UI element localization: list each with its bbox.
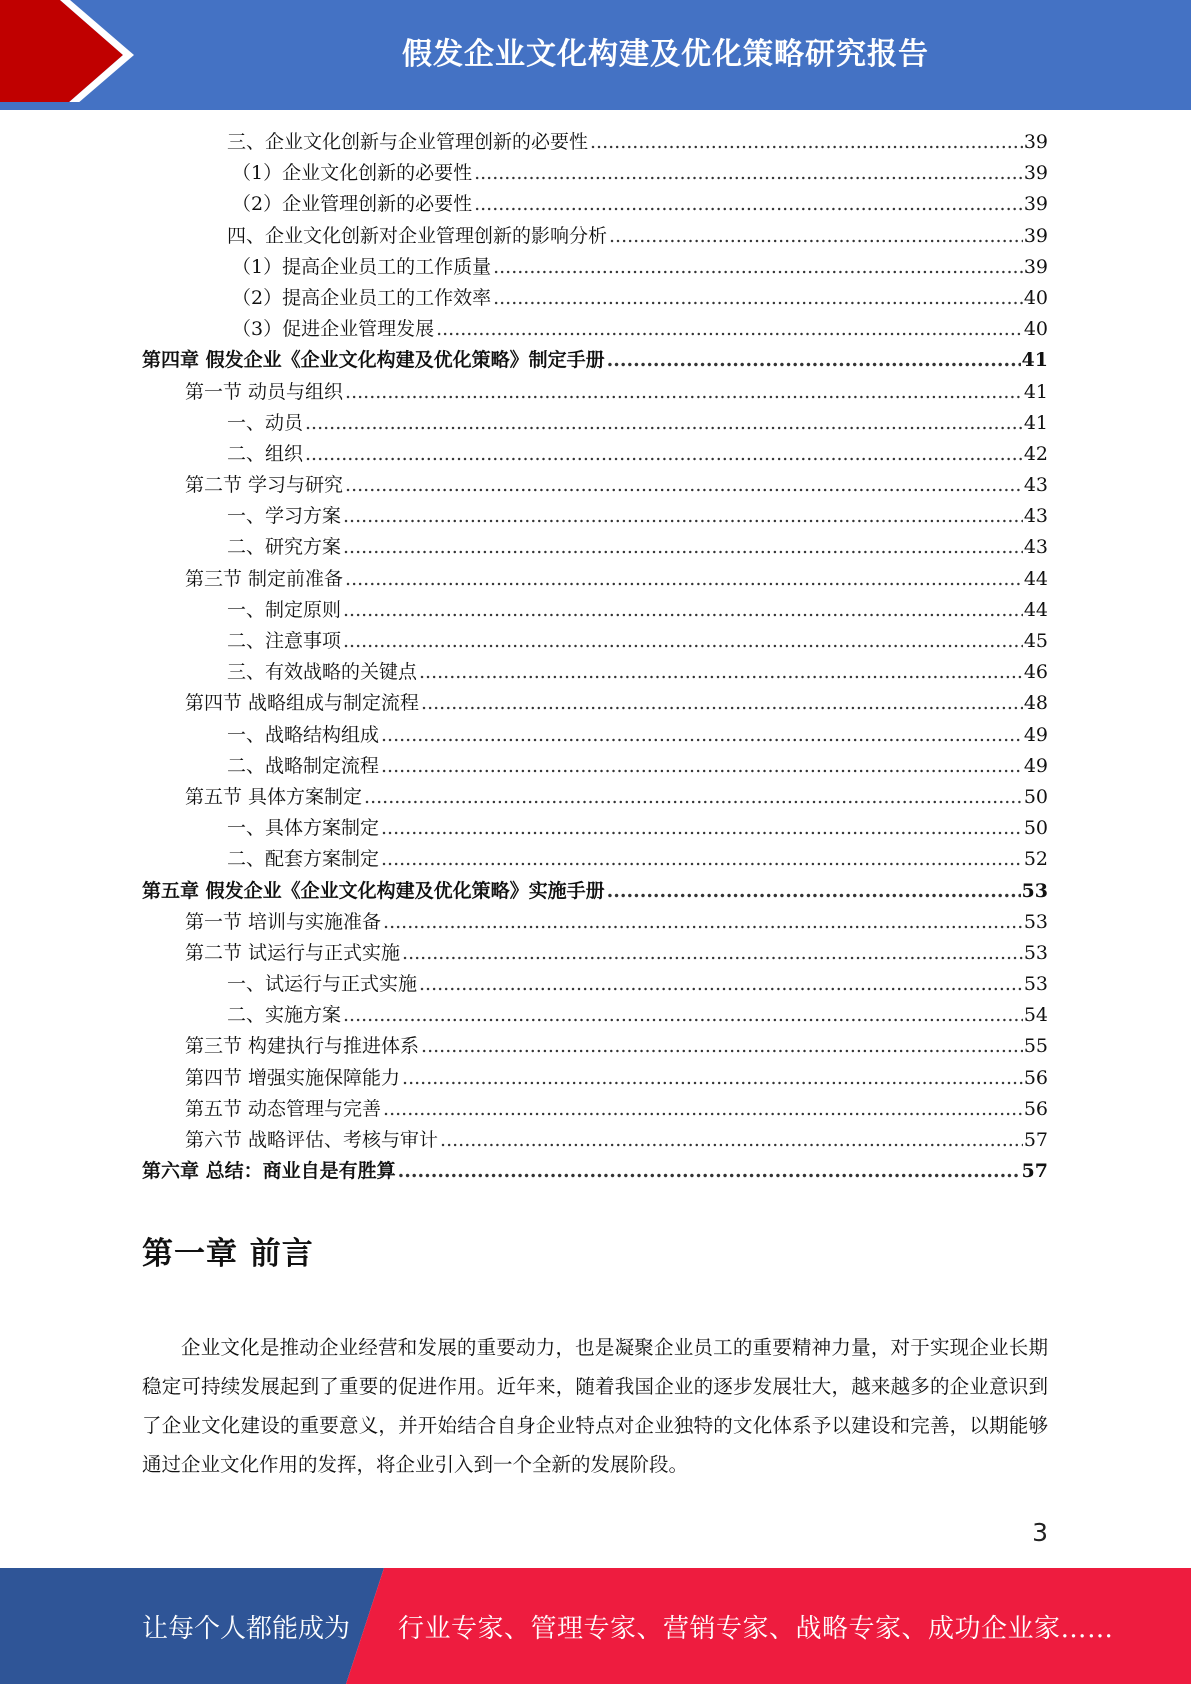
toc-entry-page: 50	[1023, 817, 1048, 840]
toc-entry-page: 44	[1023, 598, 1048, 621]
toc-entry-page: 53	[1023, 973, 1048, 996]
toc-entry-page: 57	[1021, 1160, 1048, 1183]
toc-entry-label: 一、动员	[227, 411, 304, 434]
toc-section-entry[interactable]	[142, 688, 1048, 719]
toc-entry-label: 一、学习方案	[227, 505, 342, 528]
toc-entry-page: 53	[1023, 941, 1048, 964]
toc-dot-leader	[398, 1156, 1021, 1187]
toc-subsection-entry[interactable]	[142, 813, 1048, 844]
toc-dot-leader	[345, 377, 1023, 408]
page-footer	[0, 1568, 1191, 1684]
page-number: 3	[1032, 1518, 1048, 1547]
toc-entry-page: 57	[1023, 1129, 1048, 1151]
toc-entry-label: （2）企业管理创新的必要性	[232, 193, 473, 216]
toc-chapter-entry[interactable]	[142, 1156, 1048, 1187]
toc-entry-label: 一、试运行与正式实施	[227, 973, 418, 996]
toc-entry-label: 第四章 假发企业《企业文化构建及优化策略》制定手册	[142, 349, 605, 372]
toc-entry-page: 43	[1023, 474, 1048, 497]
toc-section-entry[interactable]	[142, 938, 1048, 969]
toc-dot-leader	[381, 813, 1023, 844]
intro-paragraph: 企业文化是推动企业经营和发展的重要动力，也是凝聚企业员工的重要精神力量，对于实现企业长期稳定可持续发展起到了重要的促进作用。近年来，随着我国企业的逐步发展壮大，越来越多的企业意识到了企业文化建设的重要意义，并开始结合自身企业特点对企业独特的文化体系予以建设和完善，以期能够通过企业文化作用的发挥，将企业引入到一个全新的发展阶段。	[142, 1336, 1048, 1476]
toc-section-entry[interactable]	[142, 1031, 1048, 1062]
toc-dot-leader	[607, 876, 1021, 907]
toc-entry-label: 二、战略制定流程	[227, 754, 380, 777]
toc-dot-leader	[419, 969, 1023, 1000]
toc-entry-label: 一、具体方案制定	[227, 817, 380, 840]
toc-subsection-entry[interactable]	[142, 283, 1048, 314]
toc-entry-page: 52	[1023, 848, 1048, 871]
toc-dot-leader	[381, 720, 1023, 751]
toc-subsection-entry[interactable]	[142, 532, 1048, 563]
toc-entry-label: 三、企业文化创新与企业管理创新的必要性	[227, 131, 589, 153]
toc-dot-leader	[493, 252, 1023, 283]
footer-slogan-left: 让每个人都能成为	[142, 1613, 351, 1644]
toc-subsection-entry[interactable]	[142, 189, 1048, 220]
toc-dot-leader	[436, 314, 1023, 345]
table-of-contents	[142, 127, 1048, 1187]
toc-entry-label: 第一节 动员与组织	[185, 380, 344, 403]
toc-subsection-entry[interactable]	[142, 221, 1048, 252]
toc-dot-leader	[381, 751, 1023, 782]
toc-entry-label: 第三节 构建执行与推进体系	[185, 1035, 420, 1058]
toc-subsection-entry[interactable]	[142, 501, 1048, 532]
toc-dot-leader	[607, 345, 1021, 376]
toc-dot-leader	[345, 564, 1023, 595]
toc-dot-leader	[609, 221, 1023, 252]
toc-entry-label: 四、企业文化创新对企业管理创新的影响分析	[227, 224, 608, 247]
toc-entry-label: 二、研究方案	[227, 536, 342, 559]
toc-dot-leader	[381, 844, 1023, 875]
toc-entry-label: 第五章 假发企业《企业文化构建及优化策略》实施手册	[142, 879, 605, 902]
toc-entry-label: 第四节 战略组成与制定流程	[185, 692, 420, 715]
toc-entry-label: 第三节 制定前准备	[185, 567, 344, 590]
toc-entry-label: 二、注意事项	[227, 630, 342, 652]
toc-entry-page: 42	[1023, 442, 1048, 465]
toc-entry-page: 53	[1023, 910, 1048, 933]
toc-section-entry[interactable]	[142, 1063, 1048, 1094]
toc-entry-label: 二、组织	[227, 442, 304, 465]
toc-entry-label: （1）提高企业员工的工作质量	[232, 255, 492, 278]
toc-entry-page: 44	[1023, 567, 1048, 590]
toc-entry-label: 二、实施方案	[227, 1004, 342, 1027]
footer-slogan-right: 行业专家、管理专家、营销专家、战略专家、成功企业家……	[398, 1613, 1114, 1644]
toc-dot-leader	[402, 1063, 1023, 1094]
toc-subsection-entry[interactable]	[142, 595, 1048, 626]
toc-section-entry[interactable]	[142, 782, 1048, 813]
toc-subsection-entry[interactable]	[142, 408, 1048, 439]
toc-entry-page: 53	[1021, 879, 1048, 902]
toc-entry-label: 第六节 战略评估、考核与审计	[185, 1129, 439, 1151]
toc-subsection-entry[interactable]	[142, 127, 1048, 158]
toc-dot-leader	[343, 532, 1023, 563]
toc-entry-label: 一、战略结构组成	[227, 723, 380, 746]
toc-entry-page: 43	[1023, 536, 1048, 559]
toc-section-entry[interactable]	[142, 1094, 1048, 1125]
toc-entry-label: 第二节 学习与研究	[185, 474, 344, 497]
toc-dot-leader	[493, 283, 1023, 314]
toc-entry-page: 39	[1023, 224, 1048, 247]
toc-subsection-entry[interactable]	[142, 751, 1048, 782]
toc-entry-page: 55	[1023, 1035, 1048, 1058]
toc-entry-page: 39	[1023, 131, 1048, 153]
toc-dot-leader	[383, 1094, 1023, 1125]
toc-chapter-entry[interactable]	[142, 876, 1048, 907]
toc-dot-leader	[364, 782, 1023, 813]
toc-entry-label: 二、配套方案制定	[227, 848, 380, 871]
toc-entry-page: 40	[1023, 286, 1048, 309]
toc-entry-page: 41	[1021, 349, 1048, 372]
toc-entry-label: 第六章 总结：商业自是有胜算	[142, 1160, 396, 1183]
toc-section-entry[interactable]	[142, 907, 1048, 938]
toc-entry-label: （3）促进企业管理发展	[232, 318, 435, 341]
toc-dot-leader	[421, 1031, 1023, 1062]
toc-dot-leader	[305, 408, 1023, 439]
toc-dot-leader	[402, 938, 1023, 969]
toc-section-entry[interactable]	[142, 564, 1048, 595]
toc-entry-page: 45	[1023, 630, 1048, 652]
toc-entry-page: 49	[1023, 754, 1048, 777]
toc-dot-leader	[305, 439, 1023, 470]
toc-subsection-entry[interactable]	[142, 657, 1048, 688]
toc-dot-leader	[419, 657, 1023, 688]
toc-entry-page: 48	[1023, 692, 1048, 715]
toc-entry-page: 56	[1023, 1097, 1048, 1120]
toc-entry-page: 56	[1023, 1066, 1048, 1089]
toc-section-entry[interactable]	[142, 470, 1048, 501]
toc-entry-page: 40	[1023, 318, 1048, 341]
page-header	[0, 0, 1191, 110]
toc-entry-label: 第二节 试运行与正式实施	[185, 941, 401, 964]
toc-section-entry[interactable]	[142, 377, 1048, 408]
toc-chapter-entry[interactable]	[142, 345, 1048, 376]
toc-subsection-entry[interactable]	[142, 158, 1048, 189]
chapter-heading: 第一章 前言	[142, 1236, 314, 1272]
toc-dot-leader	[421, 688, 1023, 719]
toc-dot-leader	[440, 1125, 1023, 1156]
toc-entry-label: （1）企业文化创新的必要性	[232, 162, 473, 185]
toc-entry-page: 39	[1023, 193, 1048, 216]
toc-entry-page: 46	[1023, 661, 1048, 684]
toc-dot-leader	[474, 158, 1023, 189]
toc-subsection-entry[interactable]	[142, 844, 1048, 875]
toc-subsection-entry[interactable]	[142, 626, 1048, 657]
toc-entry-label: 三、有效战略的关键点	[227, 661, 418, 684]
toc-dot-leader	[343, 595, 1023, 626]
toc-entry-label: 第一节 培训与实施准备	[185, 910, 382, 933]
toc-dot-leader	[345, 470, 1023, 501]
toc-entry-label: 第四节 增强实施保障能力	[185, 1066, 401, 1089]
toc-entry-label: 第五节 具体方案制定	[185, 785, 363, 808]
toc-entry-page: 39	[1023, 255, 1048, 278]
toc-subsection-entry[interactable]	[142, 252, 1048, 283]
toc-entry-page: 41	[1023, 380, 1048, 403]
toc-entry-page: 50	[1023, 785, 1048, 808]
toc-dot-leader	[590, 127, 1023, 158]
toc-entry-page: 49	[1023, 723, 1048, 746]
toc-entry-page: 54	[1023, 1004, 1048, 1027]
toc-subsection-entry[interactable]	[142, 314, 1048, 345]
toc-dot-leader	[383, 907, 1023, 938]
document-title: 假发企业文化构建及优化策略研究报告	[402, 37, 929, 72]
toc-entry-page: 43	[1023, 505, 1048, 528]
toc-entry-page: 41	[1023, 411, 1048, 434]
toc-dot-leader	[343, 501, 1023, 532]
toc-subsection-entry[interactable]	[142, 720, 1048, 751]
toc-entry-label: （2）提高企业员工的工作效率	[232, 286, 492, 309]
toc-dot-leader	[343, 1000, 1023, 1031]
toc-section-entry[interactable]	[142, 1125, 1048, 1156]
toc-subsection-entry[interactable]	[142, 439, 1048, 470]
toc-subsection-entry[interactable]	[142, 969, 1048, 1000]
toc-entry-label: 一、制定原则	[227, 598, 342, 621]
toc-entry-page: 39	[1023, 162, 1048, 185]
toc-entry-label: 第五节 动态管理与完善	[185, 1097, 382, 1120]
toc-dot-leader	[343, 626, 1023, 657]
toc-subsection-entry[interactable]	[142, 1000, 1048, 1031]
toc-dot-leader	[474, 189, 1023, 220]
